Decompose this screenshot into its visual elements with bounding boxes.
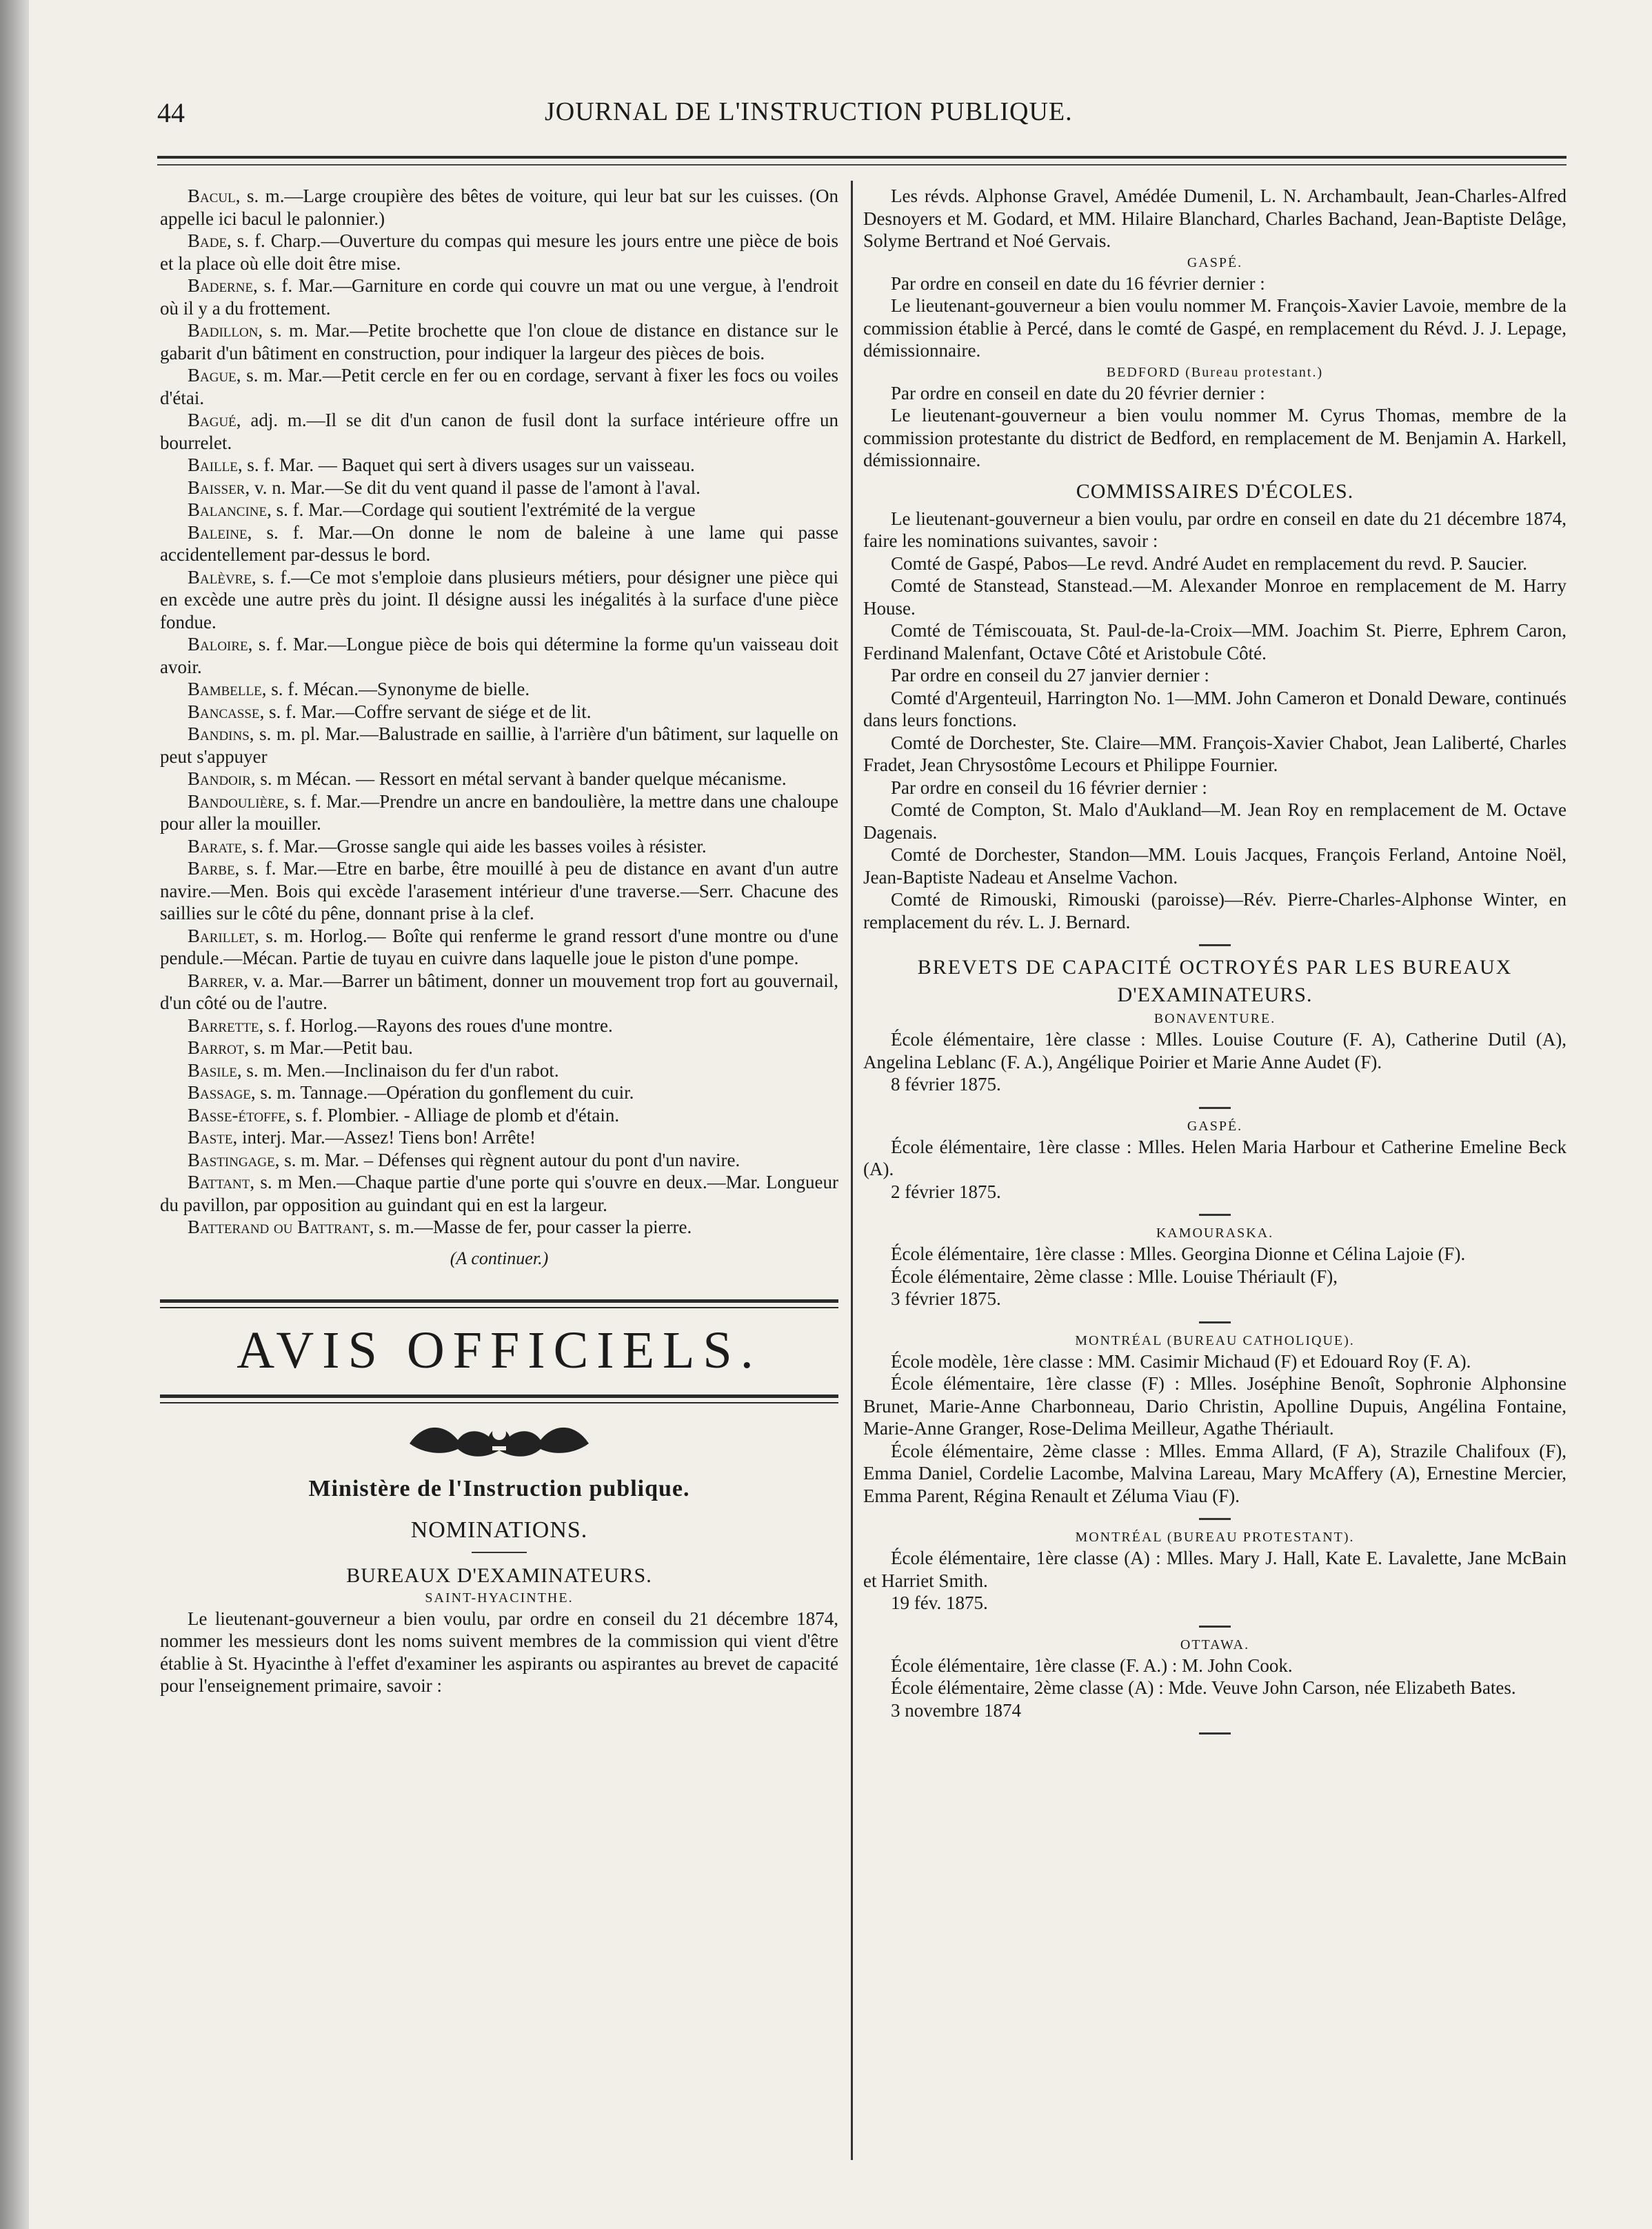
glossary-entry <box>160 1037 838 1059</box>
glossary-entry <box>160 790 838 835</box>
glossary-headword: Bacul, <box>188 186 241 206</box>
glossary-headword: Battant, <box>188 1172 255 1192</box>
montreal-catholique-1: École modèle, 1ère classe : MM. Casimir Michaud (F) et Edouard Roy (F. A). <box>891 1350 1471 1372</box>
glossary-entry <box>160 925 838 970</box>
bonaventure-heading: BONAVENTURE. <box>1154 1011 1276 1026</box>
glossary-entry <box>160 1104 838 1127</box>
glossary-headword: Balèvre, <box>188 566 256 588</box>
glossary-headword: Baloire, <box>188 634 253 654</box>
glossary-entry <box>160 1014 838 1037</box>
glossary-definition: s. m Men.—Chaque partie d'une porte qui s'ouvre en deux.—Mar. Longueur du pavillon, par opposition au guindant qui en est la largeur. <box>160 1172 838 1215</box>
glossary-definition: s. m. Mar. – Défenses qui règnent autour du pont d'un navire. <box>279 1149 741 1170</box>
dash-divider <box>1199 1518 1231 1520</box>
brevets-heading-2: D'EXAMINATEURS. <box>1117 983 1313 1006</box>
glossary-headword: Baste, <box>188 1127 238 1148</box>
dash-divider <box>1199 1214 1231 1216</box>
glossary-headword: Barrer, <box>188 970 249 991</box>
glossary-headword: Bandoir, <box>188 768 256 789</box>
glossary-headword: Batterand ou Battrant, <box>188 1217 374 1237</box>
kamouraska-text-1: École élémentaire, 1ère classe : Mlles. Georgina Dionne et Célina Lajoie (F). <box>891 1243 1466 1264</box>
commissaire-item: Comté de Dorchester, Ste. Claire—MM. François-Xavier Chabot, Jean Laliberté, Charles Fradet, Jean Chrysostôme Lecours et Philippe Fournier. <box>863 732 1567 775</box>
glossary-headword: Bambelle, <box>188 679 267 699</box>
glossary-definition: s. m. Mar.—Petite brochette que l'on cloue de distance en distance sur le gabarit d'un bâtiment en construction, pour indiquer la largeur des pièces de bois. <box>160 320 838 363</box>
glossary-entry <box>160 1216 838 1239</box>
commissaire-item: Comté de Dorchester, Standon—MM. Louis Jacques, François Ferland, Antoine Noël, Jean-Baptiste Nadeau et Anselme Vachon. <box>863 844 1567 888</box>
glossary-headword: Baille, <box>188 454 243 475</box>
glossary-headword: Baderne, <box>188 275 258 296</box>
glossary-headword: Barrette, <box>188 1014 264 1036</box>
glossary-entry <box>160 1126 838 1149</box>
section-rule-bottom <box>160 1395 838 1403</box>
glossary-definition: s. f. Mar.—Grosse sangle qui aide les basses voiles à résister. <box>246 835 707 857</box>
glossary-definition: s. f. Mar.—On donne le nom de baleine à une lame qui passe accidentellement par-dessus le bord. <box>160 521 838 565</box>
glossary-definition: adj. m.—Il se dit d'un canon de fusil dont la surface intérieure offre un bourrelet. <box>160 410 838 453</box>
glossary-entry <box>160 364 838 409</box>
glossary-entry <box>160 477 838 499</box>
ottawa-text-2: École élémentaire, 2ème classe (A) : Mde. Veuve John Carson, née Elizabeth Bates. <box>891 1677 1516 1698</box>
glossary-headword: Bancasse, <box>188 701 265 722</box>
kamouraska-text-2: École élémentaire, 2ème classe : Mlle. Louise Thériault (F), <box>891 1266 1338 1287</box>
glossary-entry <box>160 1081 838 1104</box>
page-binding-edge <box>0 0 29 2229</box>
glossary-definition: s. f. Plombier. - Alliage de plomb et d'étain. <box>290 1104 620 1126</box>
glossary-headword: Badillon, <box>188 320 263 341</box>
ornament <box>160 1416 838 1468</box>
glossary-headword: Bagué, <box>188 410 241 430</box>
intro-text: Les révds. Alphonse Gravel, Amédée Dumenil, L. N. Archambault, Jean-Charles-Alfred Desnoyers et M. Godard, et MM. Hilaire Blanchard, Charles Bachand, Jean-Baptiste Delâge, Solyme Bertrand et Noé Gervais. <box>863 186 1567 251</box>
glossary-entry <box>160 970 838 1014</box>
left-column <box>160 185 838 1697</box>
header-rule <box>157 156 1567 159</box>
short-divider <box>472 1552 527 1553</box>
commissaire-item: Comté de Témiscouata, St. Paul-de-la-Croix—MM. Joachim St. Pierre, Ephrem Caron, Ferdinand Malenfant, Octave Côté et Aristobule Côté. <box>863 620 1567 663</box>
ornament-crest-icon <box>396 1416 603 1464</box>
glossary-headword: Bague, <box>188 365 241 386</box>
glossary-entry <box>160 701 838 723</box>
glossary-definition: s. f. Mécan.—Synonyme de bielle. <box>266 679 530 699</box>
brevets-heading-1: BREVETS DE CAPACITÉ OCTROYÉS PAR LES BUREAUX <box>917 956 1513 979</box>
glossary-entry <box>160 185 838 230</box>
journal-title: JOURNAL DE L'INSTRUCTION PUBLIQUE. <box>545 97 1073 126</box>
glossary-definition: s. m. Mar.—Petit cercle en fer ou en cordage, servant à fixer les focs ou voiles d'étai. <box>160 365 838 408</box>
glossary-entry <box>160 1059 838 1082</box>
dash-divider <box>1199 944 1231 946</box>
montreal-catholique-2: École élémentaire, 1ère classe (F) : Mlles. Joséphine Benoît, Sophronie Alphonsine Brunet, Marie-Anne Charbonneau, Dario Christin, Apolline Dupuis, Angélina Fontaine, Marie-Anne Granger, Rose-Delima Meilleur, Agathe Thériault. <box>863 1373 1567 1439</box>
kamouraska-heading: KAMOURASKA. <box>1156 1226 1274 1241</box>
continuer-note: (A continuer.) <box>450 1248 549 1268</box>
glossary-definition: s. f. Mar.—Garniture en corde qui couvre un mat ou une vergue, à l'endroit où il y a du frottement. <box>160 275 838 319</box>
header-rule-thin <box>157 164 1567 166</box>
bonaventure-text: École élémentaire, 1ère classe : Mlles. Louise Couture (F. A), Catherine Dutil (A), Angelina Leblanc (F. A.), Angélique Poirier et Marie Anne Audet (F). <box>863 1029 1567 1072</box>
glossary-headword: Bassage, <box>188 1082 256 1103</box>
ministere-heading: Ministère de l'Instruction publique. <box>308 1475 690 1501</box>
bedford-text: Le lieutenant-gouverneur a bien voulu nommer M. Cyrus Thomas, membre de la commission protestante du district de Bedford, en remplacement de M. Benjamin A. Harkell, démissionnaire. <box>863 405 1567 470</box>
glossary-entry <box>160 499 838 521</box>
glossary-headword: Baisser, <box>188 477 250 498</box>
ottawa-heading: OTTAWA. <box>1180 1637 1250 1652</box>
glossary-entry <box>160 1171 838 1216</box>
glossary-definition: s. f. Mar.—Coffre servant de siége et de lit. <box>264 701 592 722</box>
glossary-definition: s. m. pl. Mar.—Balustrade en saillie, à l'arrière d'un bâtiment, sur laquelle on peut s'appuyer <box>160 723 838 767</box>
glossary-headword: Barbe, <box>188 858 240 879</box>
glossary-entry <box>160 678 838 701</box>
glossary-headword: Bade, <box>188 230 232 251</box>
nominations-heading: NOMINATIONS. <box>410 1517 588 1543</box>
glossary-headword: Bastingage, <box>188 1149 280 1170</box>
glossary-definition: s. f. Mar.—Etre en barbe, être mouillé à peu de distance en avant d'un autre navire.—Men. Bois qui excède l'arasement intérieur d'une traverse.—Serr. Chacune des saillies sur le côté du pêne, donnant prise à la clef. <box>160 858 838 923</box>
column-divider <box>851 181 853 2160</box>
glossary-headword: Baleine, <box>188 521 252 543</box>
saint-hyacinthe-heading: SAINT-HYACINTHE. <box>425 1590 574 1606</box>
glossary-definition: v. n. Mar.—Se dit du vent quand il passe de l'amont à l'aval. <box>250 477 701 498</box>
commissaire-item: Comté d'Argenteuil, Harrington No. 1—MM. John Cameron et Donald Deware, continués dans leurs fonctions. <box>863 687 1567 730</box>
glossary-definition: s. f. Mar.—Cordage qui soutient l'extrémité de la vergue <box>271 499 696 520</box>
saint-hyacinthe-text: Le lieutenant-gouverneur a bien voulu, par ordre en conseil du 21 décembre 1874, nommer les messieurs dont les noms suivent membres de la commission qui vient d'être établie à St. Hyacinthe à l'effet d'examiner les aspirants ou aspirantes au brevet de capacité pour l'enseignement primaire, savoir : <box>160 1608 838 1696</box>
montreal-catholique-heading: MONTRÉAL (BUREAU CATHOLIQUE). <box>1075 1332 1355 1348</box>
glossary-list <box>160 185 838 1239</box>
gaspe-order: Par ordre en conseil en date du 16 février dernier : <box>891 272 1265 294</box>
montreal-catholique-3: École élémentaire, 2ème classe : Mlles. Emma Allard, (F A), Strazile Chalifoux (F), Emma Daniel, Cordelie Lacombe, Malvina Lareau, Mary McAffery (A), Ernestine Mercier, Emma Parent, Régina Renault et Zéluma Viau (F). <box>863 1440 1567 1506</box>
gaspe2-heading: GASPÉ. <box>1187 1118 1243 1134</box>
bureaux-heading: BUREAUX D'EXAMINATEURS. <box>346 1563 652 1587</box>
dash-divider <box>1199 1321 1231 1323</box>
glossary-headword: Bandoulière, <box>188 790 290 812</box>
glossary-definition: s. m Mécan. — Ressort en métal servant à bander quelque mécanisme. <box>255 768 787 789</box>
gaspe-heading: GASPÉ. <box>1187 254 1243 270</box>
glossary-definition: s. f. Horlog.—Rayons des roues d'une montre. <box>263 1014 613 1036</box>
glossary-definition: s. f. Mar. — Baquet qui sert à divers usages sur un vaisseau. <box>242 454 695 475</box>
glossary-entry <box>160 1149 838 1172</box>
glossary-definition: s. m. Men.—Inclinaison du fer d'un rabot. <box>241 1059 559 1081</box>
gaspe2-text: École élémentaire, 1ère classe : Mlles. Helen Maria Harbour et Catherine Emeline Beck (A). <box>863 1136 1567 1179</box>
commissaire-item: Par ordre en conseil du 27 janvier dernier : <box>891 665 1209 686</box>
glossary-headword: Bandins, <box>188 723 254 744</box>
glossary-headword: Barate, <box>188 835 247 857</box>
glossary-definition: interj. Mar.—Assez! Tiens bon! Arrête! <box>237 1127 536 1148</box>
montreal-protestant-date: 19 fév. 1875. <box>891 1592 988 1613</box>
dash-divider <box>1199 1732 1231 1735</box>
glossary-definition: s. m Mar.—Petit bau. <box>249 1037 413 1058</box>
avis-officiels-title: AVIS OFFICIELS. <box>236 1321 762 1379</box>
montreal-protestant-text: École élémentaire, 1ère classe (A) : Mlles. Mary J. Hall, Kate E. Lavalette, Jane McBain et Harriet Smith. <box>863 1548 1567 1591</box>
glossary-definition: s. m. Tannage.—Opération du gonflement du cuir. <box>255 1082 634 1103</box>
glossary-definition: s. m.—Large croupière des bêtes de voiture, qui leur bat sur les cuisses. (On appelle ici bacul le palonnier.) <box>160 186 838 229</box>
glossary-entry <box>160 566 838 634</box>
glossary-headword: Balancine, <box>188 499 272 520</box>
glossary-definition: s. m. Horlog.— Boîte qui renferme le grand ressort d'une montre ou d'une pendule.—Mécan. Partie de tuyau en cuivre dans laquelle joue le piston d'une pompe. <box>160 925 838 968</box>
glossary-entry <box>160 230 838 274</box>
commissaire-item: Le lieutenant-gouverneur a bien voulu, par ordre en conseil en date du 21 décembre 1874, faire les nominations suivantes, savoir : <box>863 508 1567 551</box>
commissaire-item: Comté de Stanstead, Stanstead.—M. Alexander Monroe en remplacement de M. Harry House. <box>863 575 1567 619</box>
commissaire-item: Comté de Compton, St. Malo d'Aukland—M. Jean Roy en remplacement de M. Octave Dagenais. <box>863 799 1567 843</box>
glossary-definition: s. f. Mar.—Longue pièce de bois qui détermine la forme qu'un vaisseau doit avoir. <box>160 634 838 677</box>
glossary-definition: s. m.—Masse de fer, pour casser la pierre. <box>374 1217 692 1237</box>
ottawa-date: 3 novembre 1874 <box>891 1699 1021 1721</box>
glossary-entry <box>160 521 838 566</box>
section-rule-top <box>160 1299 838 1308</box>
glossary-definition: s. f. Mar.—Prendre un ancre en bandoulière, la mettre dans une chaloupe pour aller la mouiller. <box>160 790 838 834</box>
dash-divider <box>1199 1626 1231 1628</box>
glossary-definition: v. a. Mar.—Barrer un bâtiment, donner un mouvement trop fort au gouvernail, d'un côté ou de l'autre. <box>160 970 838 1013</box>
glossary-entry <box>160 633 838 678</box>
glossary-headword: Barillet, <box>188 925 259 946</box>
commissaire-item: Comté de Rimouski, Rimouski (paroisse)—Rév. Pierre-Charles-Alphonse Winter, en remplacement du rév. L. J. Bernard. <box>863 889 1567 932</box>
bonaventure-date: 8 février 1875. <box>891 1074 1001 1094</box>
gaspe2-date: 2 février 1875. <box>891 1181 1001 1202</box>
commissaire-item: Comté de Gaspé, Pabos—Le revd. André Audet en remplacement du revd. P. Saucier. <box>891 552 1528 574</box>
commissaire-item: Par ordre en conseil du 16 février dernier : <box>891 777 1207 798</box>
montreal-protestant-heading: MONTRÉAL (BUREAU PROTESTANT). <box>1075 1530 1355 1545</box>
bedford-heading: BEDFORD (Bureau protestant.) <box>1106 364 1324 380</box>
gaspe-text: Le lieutenant-gouverneur a bien voulu nommer M. François-Xavier Lavoie, membre de la commission établie à Percé, dans le comté de Gaspé, en remplacement du Révd. J. J. Lepage, démissionnaire. <box>863 295 1567 361</box>
glossary-definition: s. f.—Ce mot s'emploie dans plusieurs métiers, pour désigner une pièce qui en excède une autre près du joint. Il désigne aussi les inégalités à la surface d'une pièce fondue. <box>160 566 838 632</box>
glossary-entry <box>160 274 838 319</box>
commissaires-list <box>863 508 1567 934</box>
glossary-entry <box>160 857 838 925</box>
glossary-entry <box>160 409 838 454</box>
glossary-entry <box>160 319 838 364</box>
glossary-entry <box>160 454 838 477</box>
glossary-headword: Barrot, <box>188 1037 250 1058</box>
glossary-definition: s. f. Charp.—Ouverture du compas qui mesure les jours entre une pièce de bois et la place où elle doit être mise. <box>160 230 838 274</box>
commissaires-heading: COMMISSAIRES D'ÉCOLES. <box>1076 479 1354 503</box>
ottawa-text-1: École élémentaire, 1ère classe (F. A.) : M. John Cook. <box>891 1655 1293 1676</box>
glossary-entry <box>160 723 838 768</box>
page-number: 44 <box>157 97 185 128</box>
dash-divider <box>1199 1107 1231 1109</box>
glossary-entry <box>160 768 838 790</box>
kamouraska-date: 3 février 1875. <box>891 1288 1001 1309</box>
right-column <box>863 185 1567 1744</box>
glossary-entry <box>160 835 838 858</box>
bedford-order: Par ordre en conseil en date du 20 février dernier : <box>891 382 1265 403</box>
glossary-headword: Basile, <box>188 1059 242 1081</box>
glossary-headword: Basse-étoffe, <box>188 1104 291 1126</box>
